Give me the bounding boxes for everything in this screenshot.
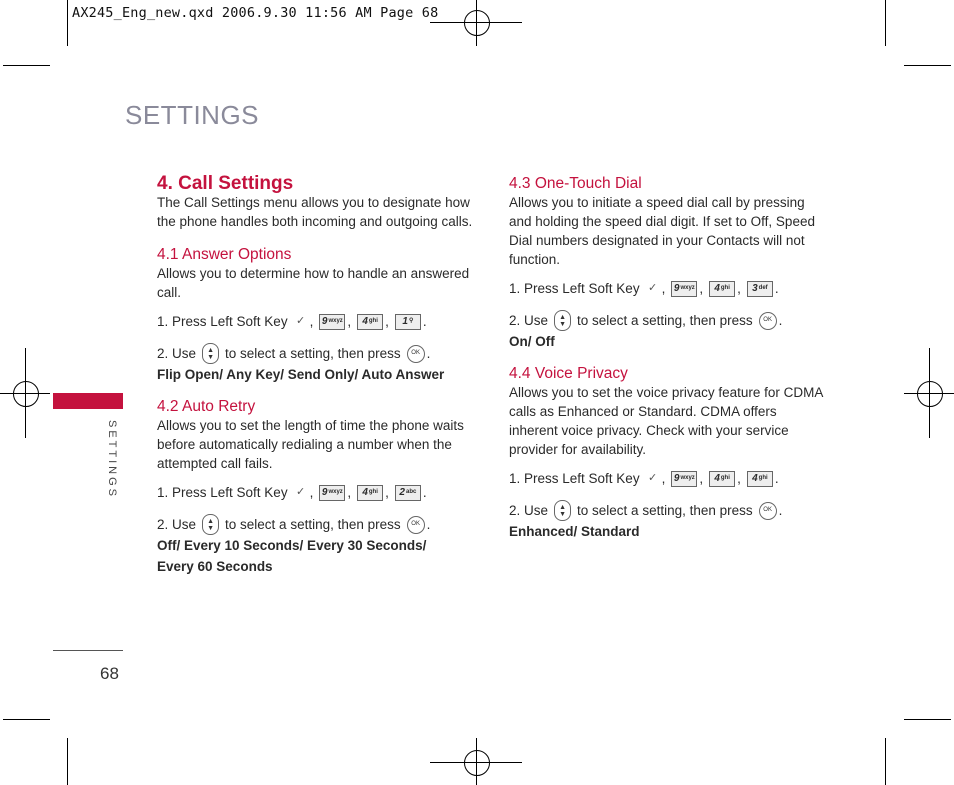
nav-key-icon: ▲ ▼ [202, 514, 219, 535]
nav-key-icon: ▲ ▼ [554, 310, 571, 331]
registration-mark-bottom [430, 738, 522, 785]
one-touch-dial-values: On/ Off [509, 334, 555, 349]
answer-options-heading: 4.1 Answer Options [157, 246, 292, 263]
auto-retry-heading: 4.2 Auto Retry [157, 398, 256, 415]
ok-key-icon: OK [407, 516, 425, 534]
key-9-icon: 9 wxyz [319, 485, 345, 501]
key-3-icon: 3 def [747, 281, 773, 297]
ok-key-icon: OK [759, 312, 777, 330]
crop-mark [67, 0, 68, 46]
crop-mark [3, 719, 50, 720]
key-2-icon: 2 abc [395, 485, 421, 501]
registration-mark-right [904, 348, 954, 438]
auto-retry-body: Allows you to set the length of time the phone waits before automatically redialing a number when the attempted call fails. [157, 418, 464, 471]
left-soft-key-icon: ✓ [647, 472, 658, 484]
crop-mark [67, 738, 68, 785]
voice-privacy-heading: 4.4 Voice Privacy [509, 365, 628, 382]
one-touch-dial-body: Allows you to initiate a speed dial call by pressing and holding the speed dial digit. If set to Off, Speed Dial numbers designated in your Contacts will not function. [509, 195, 815, 267]
answer-options-values: Flip Open/ Any Key/ Send Only/ Auto Answer [157, 367, 445, 382]
side-tab-label: SETTINGS [106, 420, 118, 500]
crop-mark [904, 65, 951, 66]
crop-mark [3, 65, 50, 66]
key-1-icon: 1 ⚲ [395, 314, 421, 330]
registration-mark-left [0, 348, 50, 438]
nav-key-icon: ▲ ▼ [554, 500, 571, 521]
voice-privacy-step2: 2. Use ▲ ▼ to select a setting, then press OK . [509, 500, 829, 521]
crop-mark [904, 719, 951, 720]
crop-mark [885, 738, 886, 785]
side-tab [53, 393, 123, 409]
voice-privacy-step1: 1. Press Left Soft Key ✓ , 9 wxyz , 4 ghi , 4 ghi . [509, 471, 779, 486]
answer-options-step2: 2. Use ▲ ▼ to select a setting, then press OK . [157, 343, 477, 364]
key-9-icon: 9 wxyz [671, 281, 697, 297]
key-4-icon: 4 ghi [357, 314, 383, 330]
key-9-icon: 9 wxyz [319, 314, 345, 330]
left-soft-key-icon: ✓ [295, 486, 306, 498]
ok-key-icon: OK [759, 502, 777, 520]
nav-key-icon: ▲ ▼ [202, 343, 219, 364]
call-settings-intro: The Call Settings menu allows you to designate how the phone handles both incoming and outgoing calls. [157, 195, 473, 229]
page-number: 68 [100, 664, 119, 683]
one-touch-dial-step2: 2. Use ▲ ▼ to select a setting, then press OK . [509, 310, 829, 331]
left-soft-key-icon: ✓ [647, 282, 658, 294]
key-4-icon: 4 ghi [709, 281, 735, 297]
registration-mark-top [430, 0, 522, 46]
left-column [157, 174, 477, 577]
one-touch-dial-heading: 4.3 One-Touch Dial [509, 175, 642, 192]
section-title: SETTINGS [125, 100, 260, 130]
auto-retry-values: Off/ Every 10 Seconds/ Every 30 Seconds/ Every 60 Seconds [157, 538, 427, 574]
key-4-icon: 4 ghi [709, 471, 735, 487]
voice-privacy-values: Enhanced/ Standard [509, 524, 640, 539]
answer-options-step1: 1. Press Left Soft Key ✓ , 9 wxyz , 4 ghi , 1 ⚲ . [157, 314, 427, 329]
key-4-icon: 4 ghi [747, 471, 773, 487]
right-column [509, 174, 829, 542]
one-touch-dial-step1: 1. Press Left Soft Key ✓ , 9 wxyz , 4 ghi , 3 def . [509, 281, 779, 296]
answer-options-body: Allows you to determine how to handle an answered call. [157, 266, 470, 300]
call-settings-title: 4. Call Settings [157, 173, 294, 194]
ok-key-icon: OK [407, 345, 425, 363]
print-slug: AX245_Eng_new.qxd 2006.9.30 11:56 AM Page 68 [72, 5, 439, 21]
key-4-icon: 4 ghi [357, 485, 383, 501]
key-9-icon: 9 wxyz [671, 471, 697, 487]
footer-rule [53, 650, 123, 651]
left-soft-key-icon: ✓ [295, 315, 306, 327]
voice-privacy-body: Allows you to set the voice privacy feature for CDMA calls as Enhanced or Standard. CDMA offers inherent voice privacy. Check with your service provider for availability. [509, 385, 823, 457]
crop-mark [885, 0, 886, 46]
auto-retry-step2: 2. Use ▲ ▼ to select a setting, then press OK . [157, 514, 477, 535]
auto-retry-step1: 1. Press Left Soft Key ✓ , 9 wxyz , 4 ghi , 2 abc . [157, 485, 427, 500]
